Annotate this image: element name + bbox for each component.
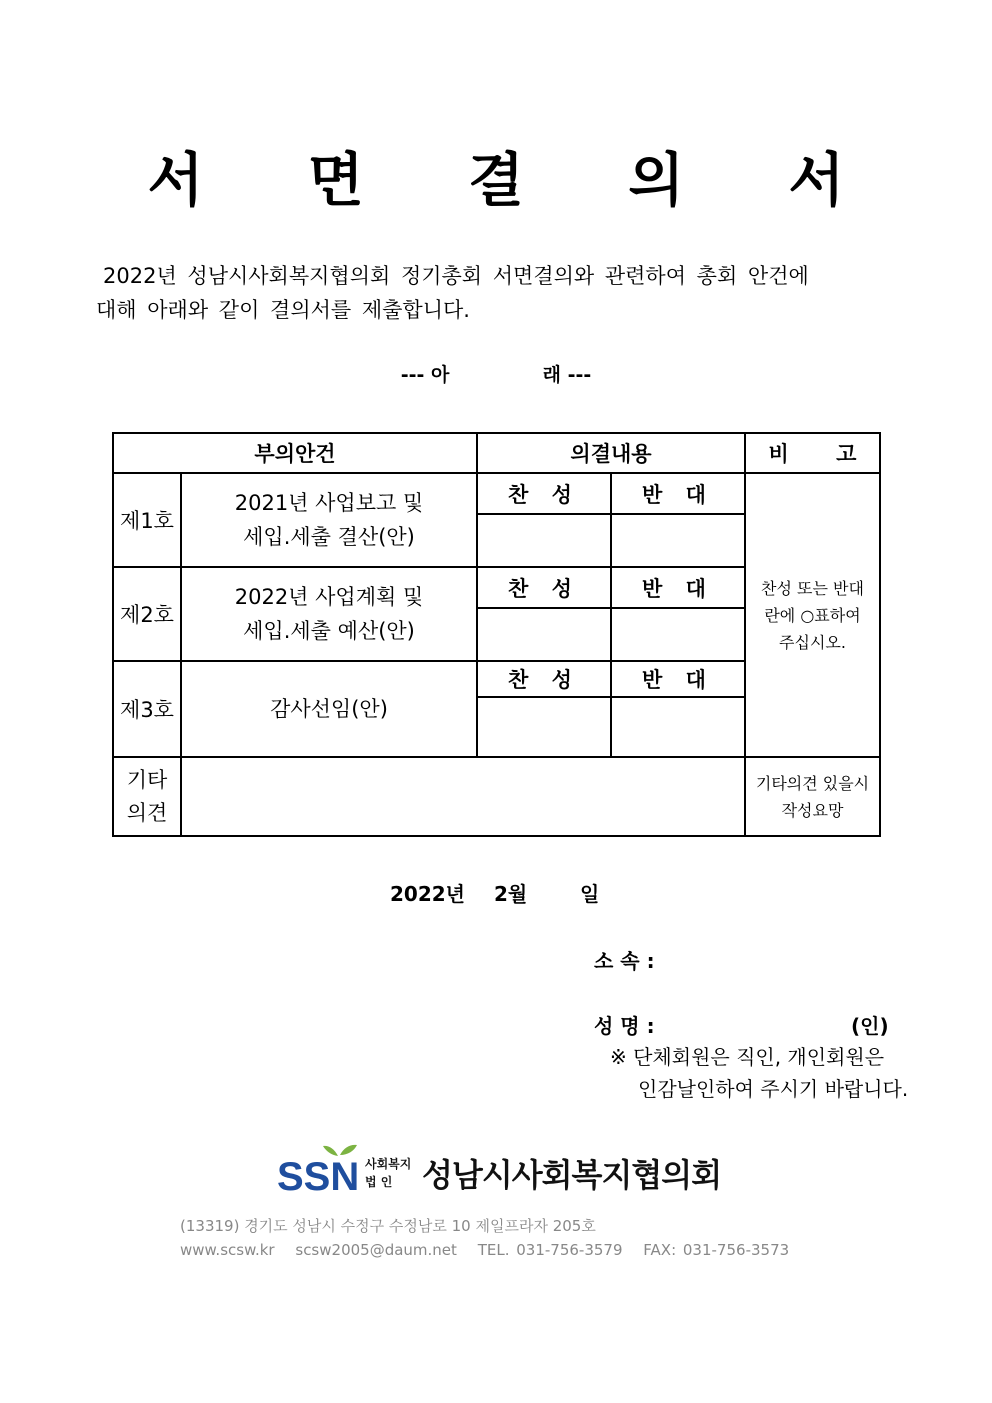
item-2-oppose-label: 반 대 xyxy=(611,567,745,608)
remarks-note-line1: 찬성 또는 반대 xyxy=(761,578,864,598)
item-2-title-line1: 2022년 사업계획 및 xyxy=(234,585,424,609)
other-opinion-note xyxy=(745,757,880,836)
resolution-table xyxy=(112,432,881,837)
other-opinion-label-line1: 기타 xyxy=(126,767,168,792)
below-heading-right: 래 --- xyxy=(542,364,592,386)
intro-line-2: 대해 아래와 같이 결의서를 제출합니다. xyxy=(96,298,470,322)
header-agenda: 부의안건 xyxy=(113,433,477,473)
ssn-logo-text: SSN xyxy=(277,1155,360,1193)
item-3-oppose-cell[interactable] xyxy=(611,697,745,757)
item-1-approve-label: 찬 성 xyxy=(477,473,611,514)
footer-contact xyxy=(180,1241,803,1259)
remarks-note-line3: 주십시오. xyxy=(779,632,846,652)
organization-name: 성남시사회복지협의회 xyxy=(422,1156,722,1194)
below-heading-left: --- 아 xyxy=(400,364,450,386)
seal-mark: (인) xyxy=(851,1014,889,1038)
item-2-approve-label: 찬 성 xyxy=(477,567,611,608)
notice-line-1: ※ 단체회원은 직인, 개인회원은 xyxy=(610,1045,885,1069)
item-3-oppose-label: 반 대 xyxy=(611,661,745,697)
item-1-number: 제1호 xyxy=(113,473,181,567)
item-3-number: 제3호 xyxy=(113,661,181,757)
item-2-title-line2: 세입.세출 예산(안) xyxy=(243,619,415,643)
remarks-note xyxy=(745,473,880,757)
footer-address: (13319) 경기도 성남시 수정구 수정남로 10 제일프라자 205호 xyxy=(180,1217,596,1235)
notice-line-2: 인감날인하여 주시기 바랍니다. xyxy=(638,1077,909,1101)
header-remarks: 비 고 xyxy=(745,433,880,473)
other-opinion-label xyxy=(113,757,181,836)
item-2-approve-cell[interactable] xyxy=(477,608,611,661)
footer-email[interactable]: scsw2005@daum.net xyxy=(295,1241,457,1259)
footer-tel: TEL. 031-756-3579 xyxy=(477,1241,623,1259)
document-title: 서 면 결 의 서 xyxy=(147,146,887,214)
below-heading xyxy=(0,360,992,387)
footer-fax: FAX: 031-756-3573 xyxy=(643,1241,790,1259)
name-label: 성 명 : xyxy=(594,1014,655,1038)
logo-corp-label xyxy=(365,1155,411,1191)
item-1-approve-cell[interactable] xyxy=(477,514,611,567)
intro-line-1: 2022년 성남시사회복지협의회 정기총회 서면결의와 관련하여 총회 안건에 xyxy=(103,264,809,288)
footer-website[interactable]: www.scsw.kr xyxy=(180,1241,275,1259)
date-month: 2월 xyxy=(494,882,528,906)
other-opinion-note-line2: 작성요망 xyxy=(781,800,844,820)
other-opinion-field[interactable] xyxy=(181,757,745,836)
item-1-oppose-cell[interactable] xyxy=(611,514,745,567)
date-line xyxy=(390,878,599,907)
item-2-oppose-cell[interactable] xyxy=(611,608,745,661)
item-3-approve-label: 찬 성 xyxy=(477,661,611,697)
logo-corp-label-top: 사회복지 xyxy=(365,1157,412,1171)
remarks-note-line2: 란에 ○표하여 xyxy=(764,605,861,625)
ssn-logo-icon xyxy=(276,1143,362,1193)
item-3-title: 감사선임(안) xyxy=(181,661,477,757)
other-opinion-label-line2: 의견 xyxy=(126,800,168,825)
item-3-approve-cell[interactable] xyxy=(477,697,611,757)
item-1-oppose-label: 반 대 xyxy=(611,473,745,514)
other-opinion-note-line1: 기타의견 있을시 xyxy=(755,773,870,793)
date-year: 2022년 xyxy=(390,882,465,906)
affiliation-label: 소 속 : xyxy=(594,949,655,973)
item-1-title-line1: 2021년 사업보고 및 xyxy=(234,491,424,515)
item-2-title xyxy=(181,567,477,661)
item-1-title-line2: 세입.세출 결산(안) xyxy=(243,525,415,549)
item-2-number: 제2호 xyxy=(113,567,181,661)
date-day: 일 xyxy=(580,882,600,906)
logo-corp-label-bottom: 법 인 xyxy=(365,1175,393,1189)
header-decision: 의결내용 xyxy=(477,433,745,473)
item-1-title xyxy=(181,473,477,567)
